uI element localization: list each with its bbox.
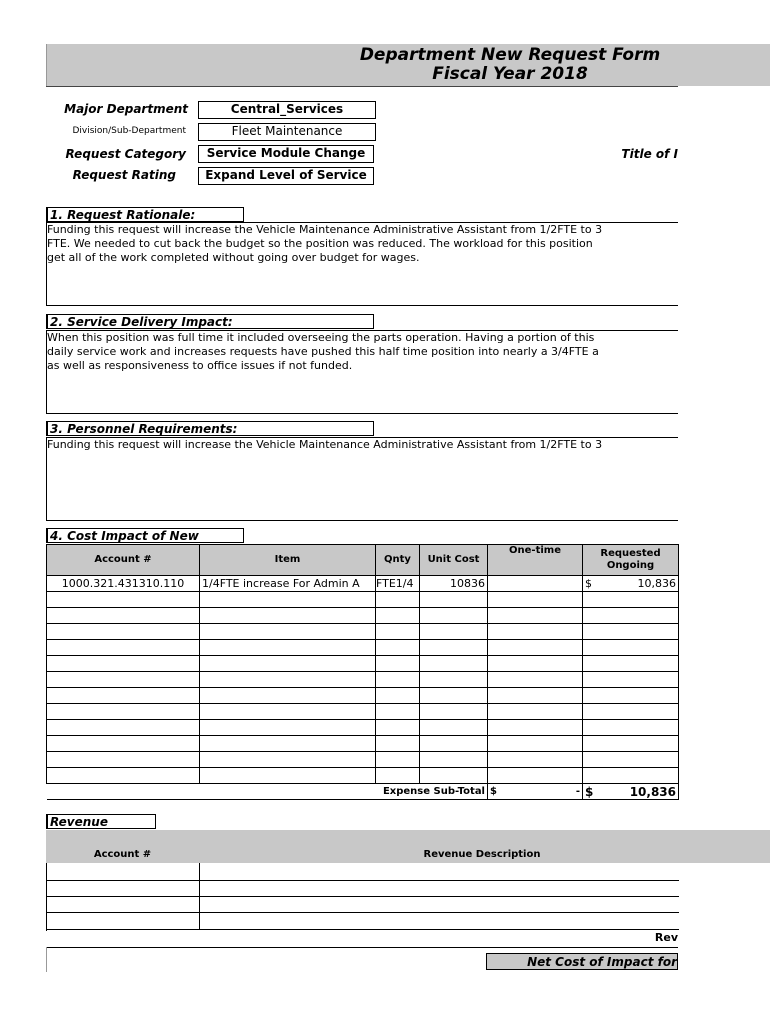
table-row	[47, 672, 679, 688]
empty-cell[interactable]	[376, 592, 420, 608]
one-time-cell[interactable]	[488, 576, 583, 592]
empty-cell[interactable]	[200, 656, 376, 672]
empty-cell[interactable]	[200, 672, 376, 688]
empty-cell[interactable]	[200, 720, 376, 736]
request-rating-field[interactable]: Expand Level of Service	[198, 167, 374, 185]
empty-cell[interactable]	[583, 704, 679, 720]
empty-cell[interactable]	[47, 736, 200, 752]
revenue-row[interactable]	[47, 896, 679, 913]
table-row	[47, 624, 679, 640]
empty-cell[interactable]	[420, 688, 488, 704]
empty-cell[interactable]	[488, 736, 583, 752]
empty-cell[interactable]	[420, 640, 488, 656]
revenue-total-divider	[46, 947, 678, 948]
table-row	[47, 608, 679, 624]
empty-cell[interactable]	[376, 736, 420, 752]
empty-cell[interactable]	[488, 688, 583, 704]
rationale-line: get all of the work completed without going over budget for wages.	[47, 251, 420, 264]
empty-cell[interactable]	[376, 752, 420, 768]
revenue-offset-title: Revenue	[46, 814, 156, 829]
rationale-body[interactable]	[46, 222, 678, 306]
empty-cell[interactable]	[200, 704, 376, 720]
cost-table	[46, 544, 679, 800]
title-of-label: Title of I	[621, 147, 678, 161]
rationale-line: FTE. We needed to cut back the budget so the position was reduced. The workload for this position	[47, 237, 593, 250]
table-row	[47, 768, 679, 784]
empty-cell[interactable]	[200, 736, 376, 752]
empty-cell[interactable]	[376, 672, 420, 688]
subtotal-one-time	[488, 784, 583, 800]
net-cost-box: Net Cost of Impact for	[486, 953, 678, 970]
empty-cell[interactable]	[376, 688, 420, 704]
empty-cell[interactable]	[47, 608, 200, 624]
ongoing-value: 10,836	[637, 577, 676, 590]
cost-table-header	[47, 545, 679, 576]
empty-cell[interactable]	[200, 768, 376, 784]
empty-cell[interactable]	[47, 672, 200, 688]
form-title: Department New Request Form	[359, 45, 661, 65]
empty-cell[interactable]	[583, 752, 679, 768]
empty-cell[interactable]	[376, 640, 420, 656]
request-category-field[interactable]: Service Module Change	[198, 145, 374, 163]
empty-cell[interactable]	[488, 608, 583, 624]
table-row	[47, 704, 679, 720]
empty-cell[interactable]	[47, 752, 200, 768]
empty-cell[interactable]	[47, 688, 200, 704]
revenue-total-label: Rev	[654, 931, 678, 944]
empty-cell[interactable]	[420, 624, 488, 640]
request-category-label: Request Category	[65, 147, 186, 161]
header-divider	[46, 86, 678, 87]
revenue-row[interactable]	[47, 912, 679, 930]
empty-cell[interactable]	[583, 608, 679, 624]
cost-impact-title: 4. Cost Impact of New	[46, 528, 244, 543]
division-label: Division/Sub-Department	[72, 126, 186, 136]
revenue-row[interactable]	[47, 880, 679, 897]
empty-cell[interactable]	[420, 608, 488, 624]
item-header: Item	[200, 545, 376, 576]
rationale-title: 1. Request Rationale:	[46, 207, 244, 222]
empty-cell[interactable]	[488, 624, 583, 640]
personnel-line: Funding this request will increase the Vehicle Maintenance Administrative Assistant from 1/2FTE to 3	[47, 438, 603, 451]
rationale-line: Funding this request will increase the Vehicle Maintenance Administrative Assistant from 1/2FTE to 3	[47, 223, 603, 236]
empty-cell[interactable]	[200, 608, 376, 624]
service-delivery-body[interactable]	[46, 330, 678, 414]
empty-cell[interactable]	[376, 704, 420, 720]
empty-cell[interactable]	[488, 640, 583, 656]
empty-cell[interactable]	[47, 640, 200, 656]
account-cell[interactable]: 1000.321.431310.110	[47, 576, 200, 592]
empty-cell[interactable]	[583, 720, 679, 736]
service-delivery-line: daily service work and increases requests have pushed this half time position into nearly a 3/4FTE a	[47, 345, 599, 358]
empty-cell[interactable]	[376, 768, 420, 784]
empty-cell[interactable]	[488, 752, 583, 768]
revenue-table	[46, 863, 679, 931]
currency-symbol: $	[490, 786, 497, 797]
empty-cell[interactable]	[200, 624, 376, 640]
revenue-row[interactable]	[47, 863, 679, 881]
table-row	[47, 640, 679, 656]
unit-cost-header: Unit Cost	[420, 545, 488, 576]
unit-cost-cell[interactable]: 10836	[420, 576, 488, 592]
service-delivery-title: 2. Service Delivery Impact:	[46, 314, 374, 329]
empty-cell[interactable]	[47, 656, 200, 672]
empty-cell[interactable]	[583, 768, 679, 784]
empty-cell[interactable]	[420, 704, 488, 720]
empty-cell[interactable]	[200, 688, 376, 704]
qnty-header: Qnty	[376, 545, 420, 576]
empty-cell[interactable]	[583, 640, 679, 656]
table-row	[47, 592, 679, 608]
revenue-description-header	[199, 849, 770, 860]
subtotal-ongoing-value: 10,836	[629, 784, 676, 799]
empty-cell[interactable]	[376, 624, 420, 640]
empty-cell[interactable]	[47, 768, 200, 784]
empty-cell[interactable]	[583, 656, 679, 672]
empty-cell[interactable]	[200, 640, 376, 656]
empty-cell[interactable]	[488, 592, 583, 608]
empty-cell[interactable]	[583, 672, 679, 688]
empty-cell[interactable]	[420, 752, 488, 768]
empty-cell[interactable]	[420, 656, 488, 672]
major-department-label: Major Department	[64, 102, 188, 116]
empty-cell[interactable]	[47, 704, 200, 720]
empty-cell[interactable]	[488, 720, 583, 736]
empty-cell[interactable]	[488, 768, 583, 784]
account-header: Account #	[47, 545, 200, 576]
currency-symbol: $	[585, 577, 592, 590]
empty-cell[interactable]	[376, 656, 420, 672]
subtotal-label: Expense Sub-Total	[47, 784, 488, 800]
empty-cell[interactable]	[420, 672, 488, 688]
revenue-description-label: Revenue Description	[423, 849, 541, 860]
empty-cell[interactable]	[376, 720, 420, 736]
revenue-column-divider	[199, 863, 200, 929]
item-cell[interactable]: 1/4FTE increase For Admin A	[200, 576, 376, 592]
table-row	[47, 736, 679, 752]
empty-cell[interactable]	[47, 624, 200, 640]
service-delivery-line: When this position was full time it included overseeing the parts operation. Having a portion of this	[47, 331, 595, 344]
subtotal-row	[47, 784, 679, 800]
table-row	[47, 688, 679, 704]
subtotal-one-time-value: -	[575, 786, 580, 797]
empty-cell[interactable]	[420, 592, 488, 608]
empty-cell[interactable]	[420, 736, 488, 752]
empty-cell[interactable]	[488, 656, 583, 672]
left-margin-line	[46, 947, 47, 972]
request-rating-label: Request Rating	[72, 168, 176, 182]
subtotal-ongoing	[583, 784, 679, 800]
empty-cell[interactable]	[376, 608, 420, 624]
empty-cell[interactable]	[200, 752, 376, 768]
requested-ongoing-header: Requested Ongoing	[583, 545, 679, 576]
table-row	[47, 752, 679, 768]
personnel-title: 3. Personnel Requirements:	[46, 421, 374, 436]
empty-cell[interactable]	[488, 672, 583, 688]
service-delivery-line: as well as responsiveness to office issues if not funded.	[47, 359, 353, 372]
empty-cell[interactable]	[47, 720, 200, 736]
empty-cell[interactable]	[420, 720, 488, 736]
empty-cell[interactable]	[583, 736, 679, 752]
empty-cell[interactable]	[583, 624, 679, 640]
empty-cell[interactable]	[583, 688, 679, 704]
revenue-account-header: Account #	[93, 849, 152, 860]
one-time-header: One-time	[488, 545, 583, 576]
empty-cell[interactable]	[488, 704, 583, 720]
fiscal-year-title: Fiscal Year 2018	[432, 64, 588, 84]
empty-cell[interactable]	[420, 768, 488, 784]
qnty-cell[interactable]: FTE1/4	[376, 576, 420, 592]
major-department-field[interactable]: Central_Services	[198, 101, 376, 119]
division-field[interactable]: Fleet Maintenance	[198, 123, 376, 141]
empty-cell[interactable]	[200, 592, 376, 608]
currency-symbol: $	[585, 784, 594, 799]
table-row	[47, 656, 679, 672]
table-row	[47, 720, 679, 736]
ongoing-cell[interactable]	[583, 576, 679, 592]
personnel-body[interactable]	[46, 437, 678, 521]
table-row	[47, 576, 679, 592]
empty-cell[interactable]	[583, 592, 679, 608]
empty-cell[interactable]	[47, 592, 200, 608]
